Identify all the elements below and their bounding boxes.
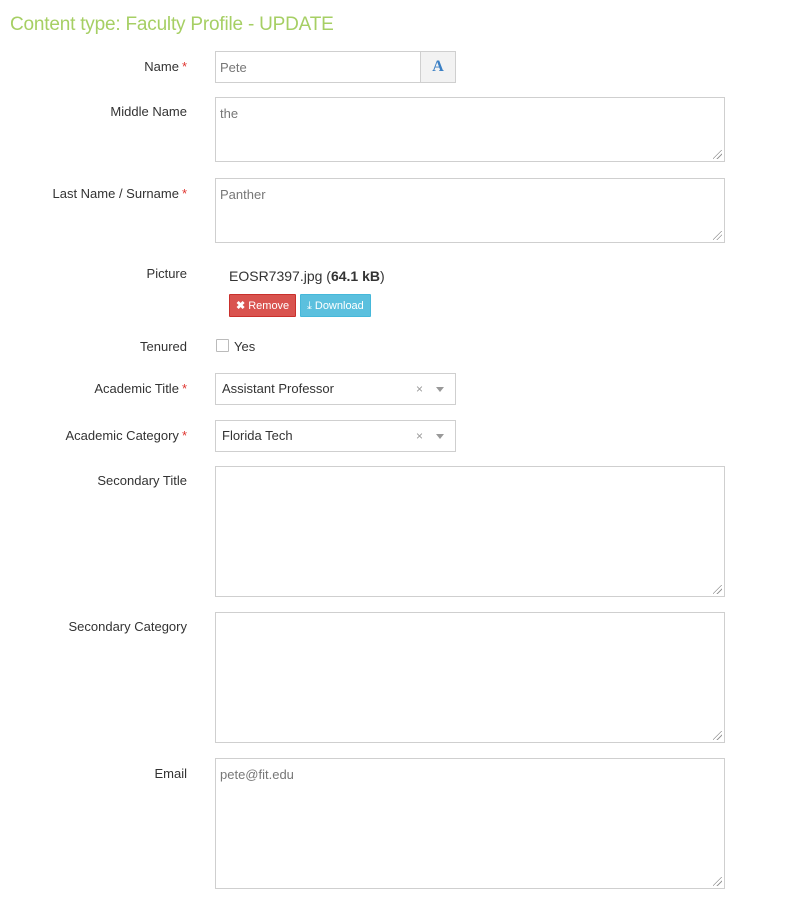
remove-button[interactable] [229,294,296,317]
chevron-down-icon[interactable] [436,434,444,439]
picture-file-info [229,268,385,284]
email-label: Email [154,766,187,781]
size-close-paren: ) [380,268,385,284]
resize-handle-icon[interactable] [713,150,722,159]
academic-category-value: Florida Tech [222,428,293,443]
academic-category-select[interactable] [215,420,456,452]
font-style-icon[interactable]: A [420,51,456,83]
clear-icon[interactable]: × [415,429,423,443]
academic-title-label [94,381,187,396]
last-name-label [52,186,187,201]
required-marker: * [181,428,187,443]
middle-name-label: Middle Name [110,104,187,119]
page-title: Content type: Faculty Profile - UPDATE [10,14,334,35]
chevron-down-icon[interactable] [436,387,444,392]
required-marker: * [181,59,187,74]
clear-icon[interactable]: × [415,382,423,396]
name-label-text: Name [144,59,179,74]
middle-name-textarea[interactable] [215,97,725,162]
name-input[interactable] [215,51,421,83]
remove-button-label: Remove [248,300,290,312]
required-marker: * [181,381,187,396]
download-icon: ⤓ [307,300,312,312]
download-button[interactable] [300,294,371,317]
tenured-label: Tenured [140,339,187,354]
email-value: pete@fit.edu [220,767,294,782]
secondary-category-textarea[interactable] [215,612,725,743]
resize-handle-icon[interactable] [713,585,722,594]
last-name-textarea[interactable] [215,178,725,243]
academic-title-value: Assistant Professor [222,381,334,396]
required-marker: * [181,186,187,201]
picture-label: Picture [146,266,187,281]
academic-category-label-text: Academic Category [65,428,179,443]
email-textarea[interactable] [215,758,725,889]
size-open-paren: ( [326,268,331,284]
resize-handle-icon[interactable] [713,731,722,740]
tenured-option-label[interactable]: Yes [234,339,256,354]
secondary-title-textarea[interactable] [215,466,725,597]
academic-title-select[interactable] [215,373,456,405]
secondary-category-label: Secondary Category [68,619,187,634]
name-input-value: Pete [220,60,247,75]
secondary-title-label: Secondary Title [97,473,187,488]
academic-category-label [65,428,187,443]
picture-filesize: 64.1 kB [330,268,381,284]
remove-icon: ✖ [236,300,246,312]
tenured-checkbox[interactable] [216,339,229,352]
picture-filename: EOSR7397.jpg [229,268,323,284]
middle-name-value: the [220,106,239,121]
name-label [144,59,187,74]
resize-handle-icon[interactable] [713,231,722,240]
last-name-label-text: Last Name / Surname [52,186,179,201]
resize-handle-icon[interactable] [713,877,722,886]
download-button-label: Download [314,300,364,312]
last-name-value: Panther [220,187,266,202]
academic-title-label-text: Academic Title [94,381,179,396]
